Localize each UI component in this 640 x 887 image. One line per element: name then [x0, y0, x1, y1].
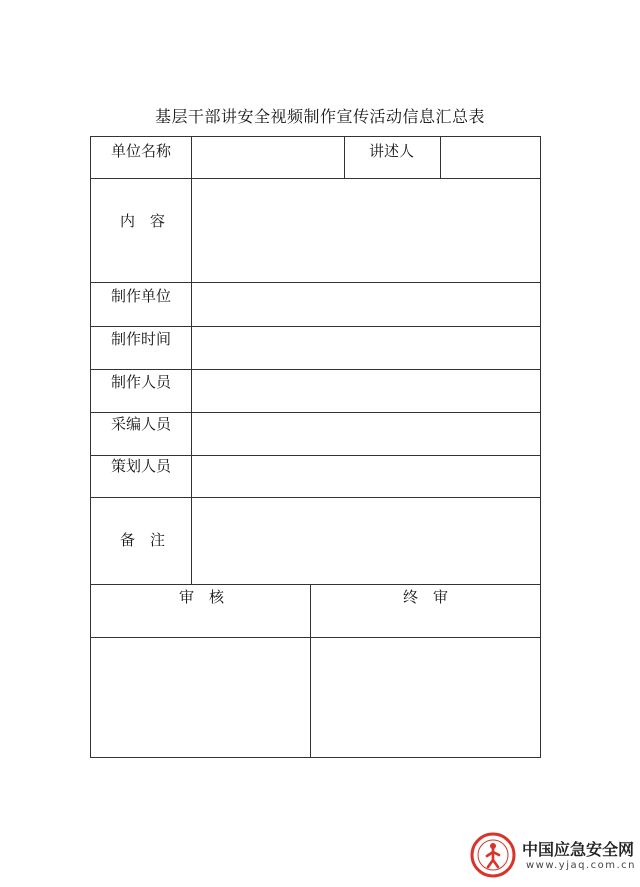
editor-label: 采编人员 [111, 415, 172, 433]
remarks-field[interactable] [192, 498, 540, 584]
review-box[interactable] [91, 638, 310, 758]
site-name: 中国应急安全网 [522, 840, 635, 859]
row-divider [91, 584, 540, 585]
speaker-label: 讲述人 [369, 142, 415, 160]
emergency-safety-logo-icon [470, 832, 516, 878]
content-label: 内 容 [120, 212, 166, 230]
remarks-label: 备 注 [120, 531, 166, 549]
production-unit-label: 制作单位 [111, 287, 172, 305]
final-review-label: 终 审 [403, 588, 449, 606]
final-review-box[interactable] [311, 638, 540, 758]
unit-name-field[interactable] [192, 137, 344, 178]
form-title: 基层干部讲安全视频制作宣传活动信息汇总表 [154, 107, 485, 126]
site-url: www.yjaq.com.cn [526, 860, 637, 871]
content-field[interactable] [192, 179, 540, 282]
planner-label: 策划人员 [111, 457, 172, 475]
speaker-field[interactable] [441, 137, 540, 178]
production-time-field[interactable] [192, 327, 540, 369]
planner-field[interactable] [192, 456, 540, 497]
production-staff-field[interactable] [192, 370, 540, 412]
production-time-label: 制作时间 [111, 330, 172, 348]
site-watermark [470, 830, 637, 880]
review-label: 审 核 [179, 588, 225, 606]
production-staff-label: 制作人员 [111, 373, 172, 391]
editor-field[interactable] [192, 413, 540, 455]
column-divider [344, 137, 345, 178]
unit-name-label: 单位名称 [111, 142, 172, 160]
production-unit-field[interactable] [192, 283, 540, 326]
info-summary-form [90, 136, 541, 758]
